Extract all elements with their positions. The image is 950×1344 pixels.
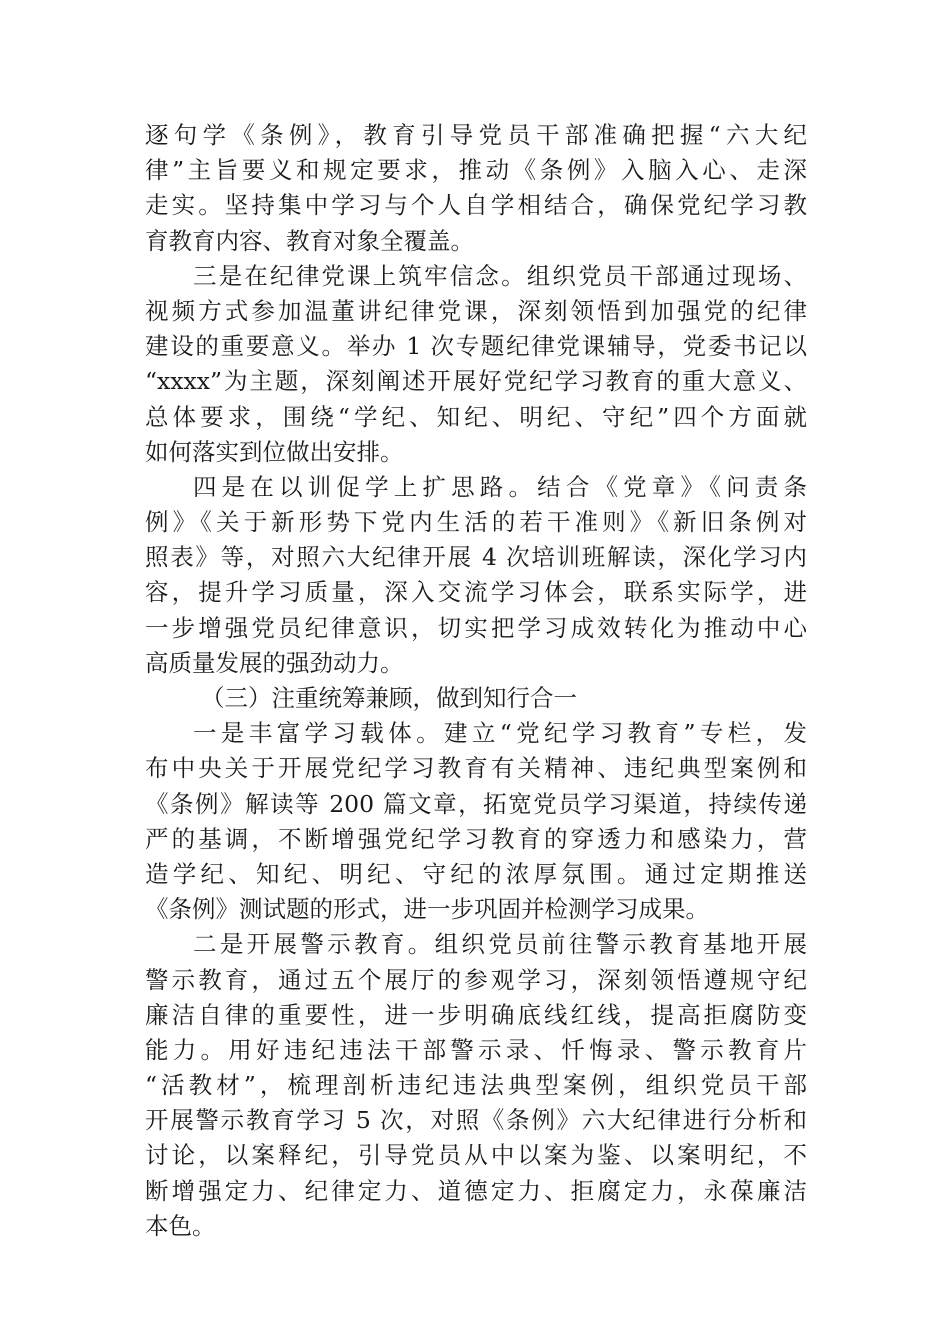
text-line: 开展警示教育学习 5 次，对照《条例》六大纪律进行分析和 bbox=[145, 1106, 807, 1135]
text-line: 讨论，以案释纪，引导党员从中以案为鉴、以案明纪，不 bbox=[145, 1141, 807, 1170]
paragraph bbox=[145, 716, 807, 927]
text-line: 育教育内容、教育对象全覆盖。 bbox=[145, 226, 474, 255]
text-line: 一是丰富学习载体。建立“党纪学习教育”专栏，发 bbox=[193, 719, 807, 748]
text-line: 照表》等，对照六大纪律开展 4 次培训班解读，深化学习内 bbox=[145, 543, 807, 572]
text-line: 建设的重要意义。举办 1 次专题纪律党课辅导，党委书记以 bbox=[145, 332, 807, 361]
text-line: 能力。用好违纪违法干部警示录、忏悔录、警示教育片 bbox=[145, 1035, 807, 1064]
text-line: 一步增强党员纪律意识，切实把学习成效转化为推动中心 bbox=[145, 613, 807, 642]
document-page bbox=[145, 118, 807, 1244]
text-line: 严的基调，不断增强党纪学习教育的穿透力和感染力，营 bbox=[145, 824, 807, 853]
paragraph bbox=[145, 259, 807, 470]
text-line: 廉洁自律的重要性，进一步明确底线红线，提高拒腐防变 bbox=[145, 1000, 807, 1029]
text-line: 总体要求，围绕“学纪、知纪、明纪、守纪”四个方面就 bbox=[145, 402, 807, 431]
text-line: 三是在纪律党课上筑牢信念。组织党员干部通过现场、 bbox=[193, 261, 807, 290]
text-line: 走实。坚持集中学习与个人自学相结合，确保党纪学习教 bbox=[145, 191, 807, 220]
text-line: 律”主旨要义和规定要求，推动《条例》入脑入心、走深 bbox=[145, 156, 807, 185]
text-line: “活教材”，梳理剖析违纪违法典型案例，组织党员干部 bbox=[145, 1071, 807, 1100]
text-line: 例》《关于新形势下党内生活的若干准则》《新旧条例对 bbox=[145, 508, 807, 537]
text-line: 《条例》测试题的形式，进一步巩固并检测学习成果。 bbox=[145, 895, 709, 924]
paragraph bbox=[145, 118, 807, 259]
text-line: 本色。 bbox=[145, 1211, 216, 1240]
paragraph bbox=[145, 470, 807, 681]
text-line: 容，提升学习质量，深入交流学习体会，联系实际学，进 bbox=[145, 578, 807, 607]
text-line: 二是开展警示教育。组织党员前往警示教育基地开展 bbox=[193, 930, 807, 959]
text-line: 逐句学《条例》，教育引导党员干部准确把握“六大纪 bbox=[145, 121, 807, 149]
heading-text: （三）注重统筹兼顾，做到知行合一 bbox=[201, 684, 577, 712]
text-line: 布中央关于开展党纪学习教育有关精神、违纪典型案例和 bbox=[145, 754, 807, 783]
text-line: 断增强定力、纪律定力、道德定力、拒腐定力，永葆廉洁 bbox=[145, 1176, 807, 1205]
text-line: 四是在以训促学上扩思路。结合《党章》《问责条 bbox=[193, 472, 807, 501]
text-line: 视频方式参加温董讲纪律党课，深刻领悟到加强党的纪律 bbox=[145, 296, 807, 325]
text-line: “xxxx”为主题，深刻阐述开展好党纪学习教育的重大意义、 bbox=[145, 367, 807, 396]
text-line: 《条例》解读等 200 篇文章，拓宽党员学习渠道，持续传递 bbox=[145, 789, 807, 818]
text-line: 警示教育，通过五个展厅的参观学习，深刻领悟遵规守纪 bbox=[145, 965, 807, 994]
paragraph bbox=[145, 927, 807, 1244]
text-line: 如何落实到位做出安排。 bbox=[145, 437, 404, 466]
text-line: 高质量发展的强劲动力。 bbox=[145, 648, 404, 677]
text-line: 造学纪、知纪、明纪、守纪的浓厚氛围。通过定期推送 bbox=[145, 859, 807, 888]
section-heading bbox=[145, 681, 807, 716]
